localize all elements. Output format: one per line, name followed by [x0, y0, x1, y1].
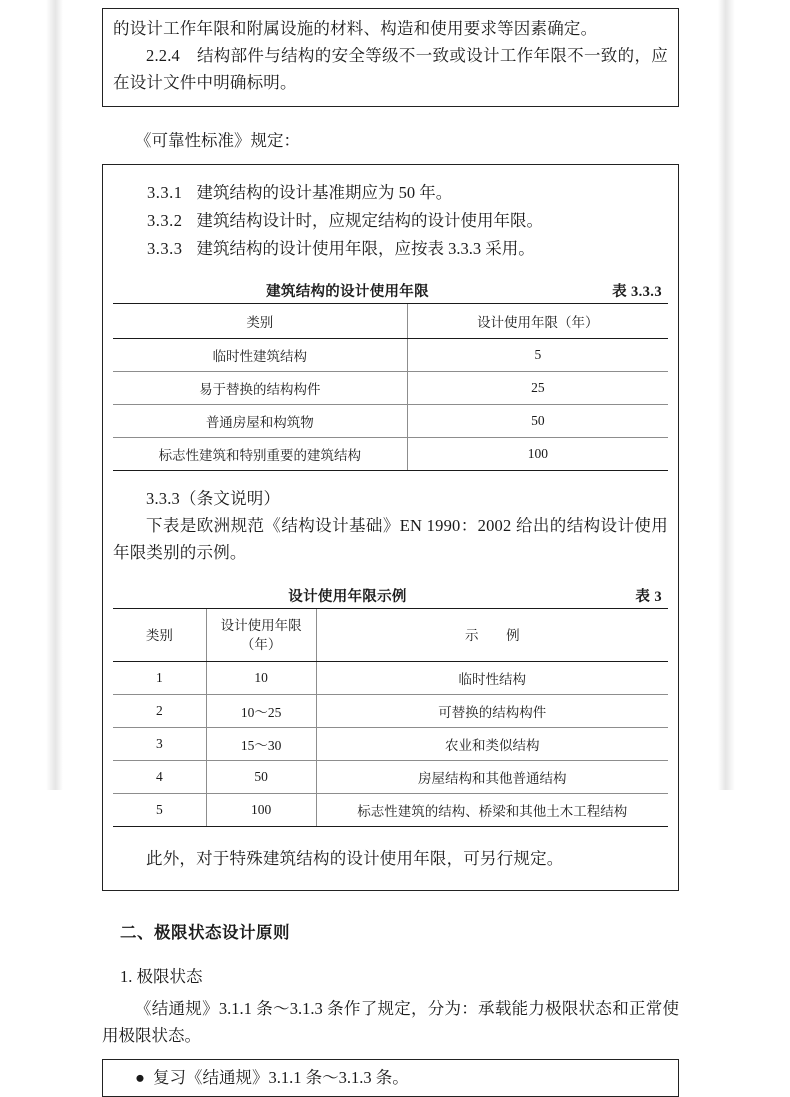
clause-3-3-2-number: 3.3.2 — [147, 211, 183, 230]
table-1-r1-c0: 易于替换的结构构件 — [113, 372, 407, 405]
table-2-r0-c1: 10 — [206, 662, 316, 695]
table-1-r2-c0: 普通房屋和构筑物 — [113, 405, 407, 438]
table-1-header-category: 类别 — [113, 304, 407, 339]
table-1-r0-c1: 5 — [407, 339, 668, 372]
table-2-header-examples — [316, 609, 668, 662]
table-row — [113, 405, 668, 438]
explanation-heading: 3.3.3（条文说明） — [146, 489, 281, 508]
table-2-r0-c0: 1 — [113, 662, 206, 695]
table-row — [113, 662, 668, 695]
table-row — [113, 728, 668, 761]
page-left-shadow — [46, 0, 63, 790]
table-2-header-category: 类别 — [113, 609, 206, 662]
table-2-r1-c1: 10～25 — [206, 695, 316, 728]
table-2-r1-c2: 可替换的结构构件 — [316, 695, 668, 728]
clause-3-3-2 — [113, 207, 668, 235]
clause-3-3-1-number: 3.3.1 — [147, 183, 183, 202]
review-bullet-text: 复习《结通规》3.1.1 条～3.1.3 条。 — [153, 1068, 409, 1087]
table-1-r3-c0: 标志性建筑和特别重要的建筑结构 — [113, 438, 407, 471]
review-bullet-box — [102, 1059, 679, 1097]
table-2-r2-c0: 3 — [113, 728, 206, 761]
table-1-r3-c1: 100 — [407, 438, 668, 471]
table-2-r1-c0: 2 — [113, 695, 206, 728]
section-heading-limit-state-design: 二、极限状态设计原则 — [120, 923, 290, 942]
quote-box-main — [102, 164, 679, 891]
table-1-caption-row — [113, 281, 668, 303]
table-2-r4-c2: 标志性建筑的结构、桥梁和其他土木工程结构 — [316, 794, 668, 827]
design-service-life-table — [113, 303, 668, 471]
table-row — [113, 761, 668, 794]
table-2-r0-c2: 临时性结构 — [316, 662, 668, 695]
table-2-r4-c1: 100 — [206, 794, 316, 827]
table-2-header-years-line2: （年） — [240, 637, 282, 652]
reliability-standard-label: 《可靠性标准》规定： — [135, 131, 300, 150]
page-right-shadow — [718, 0, 735, 790]
table-row-header — [113, 304, 668, 339]
table-row — [113, 372, 668, 405]
quote-box-top — [102, 8, 679, 107]
table-2-header-examples-text: 示 例 — [464, 627, 532, 643]
table-1-title: 建筑结构的设计使用年限 — [266, 284, 429, 300]
table-2-caption-row — [113, 586, 668, 608]
table-row — [113, 695, 668, 728]
top-box-line-2: 2.2.4 结构部件与结构的安全等级不一致或设计工作年限不一致的，应在设计文件中明确标明。 — [113, 46, 668, 92]
table-row — [113, 339, 668, 372]
review-bullet-line — [113, 1065, 668, 1090]
clause-3-3-1-text: 建筑结构的设计基准期应为 50 年。 — [196, 183, 453, 202]
clause-3-3-3-number: 3.3.3 — [147, 239, 183, 258]
table-row — [113, 438, 668, 471]
table-1-r2-c1: 50 — [407, 405, 668, 438]
clause-3-3-1 — [113, 179, 668, 207]
explanation-body: 下表是欧洲规范《结构设计基础》EN 1990：2002 给出的结构设计使用年限类别的示例。 — [113, 516, 668, 562]
table-2-number: 表 3 — [635, 589, 662, 605]
table-row — [113, 794, 668, 827]
design-service-life-examples-table — [113, 608, 668, 827]
table-2-r2-c1: 15～30 — [206, 728, 316, 761]
clause-3-3-3 — [113, 235, 668, 263]
table-2-r4-c0: 5 — [113, 794, 206, 827]
clause-3-3-3-text: 建筑结构的设计使用年限，应按表 3.3.3 采用。 — [196, 239, 535, 258]
bullet-dot-icon: ● — [135, 1068, 145, 1087]
document-page — [63, 0, 718, 1087]
table-2-r2-c2: 农业和类似结构 — [316, 728, 668, 761]
clause-3-3-2-text: 建筑结构设计时，应规定结构的设计使用年限。 — [196, 211, 543, 230]
table-row-header — [113, 609, 668, 662]
table-2-r3-c0: 4 — [113, 761, 206, 794]
subsection-body: 《结通规》3.1.1 条～3.1.3 条作了规定，分为：承载能力极限状态和正常使用极限状态。 — [102, 999, 679, 1045]
table-2-r3-c2: 房屋结构和其他普通结构 — [316, 761, 668, 794]
table-2-title: 设计使用年限示例 — [288, 589, 407, 605]
table-1-number: 表 3.3.3 — [612, 284, 662, 300]
table-1-header-years: 设计使用年限（年） — [407, 304, 668, 339]
table-2-r3-c1: 50 — [206, 761, 316, 794]
table-2-header-years-line1: 设计使用年限 — [220, 618, 302, 633]
subsection-heading-limit-state: 1. 极限状态 — [120, 967, 203, 986]
table-1-r1-c1: 25 — [407, 372, 668, 405]
table-2-header-years — [206, 609, 316, 662]
closing-note: 此外，对于特殊建筑结构的设计使用年限，可另行规定。 — [146, 849, 564, 868]
table-1-r0-c0: 临时性建筑结构 — [113, 339, 407, 372]
top-box-line-1: 的设计工作年限和附属设施的材料、构造和使用要求等因素确定。 — [113, 19, 598, 38]
page-content — [63, 0, 718, 1097]
